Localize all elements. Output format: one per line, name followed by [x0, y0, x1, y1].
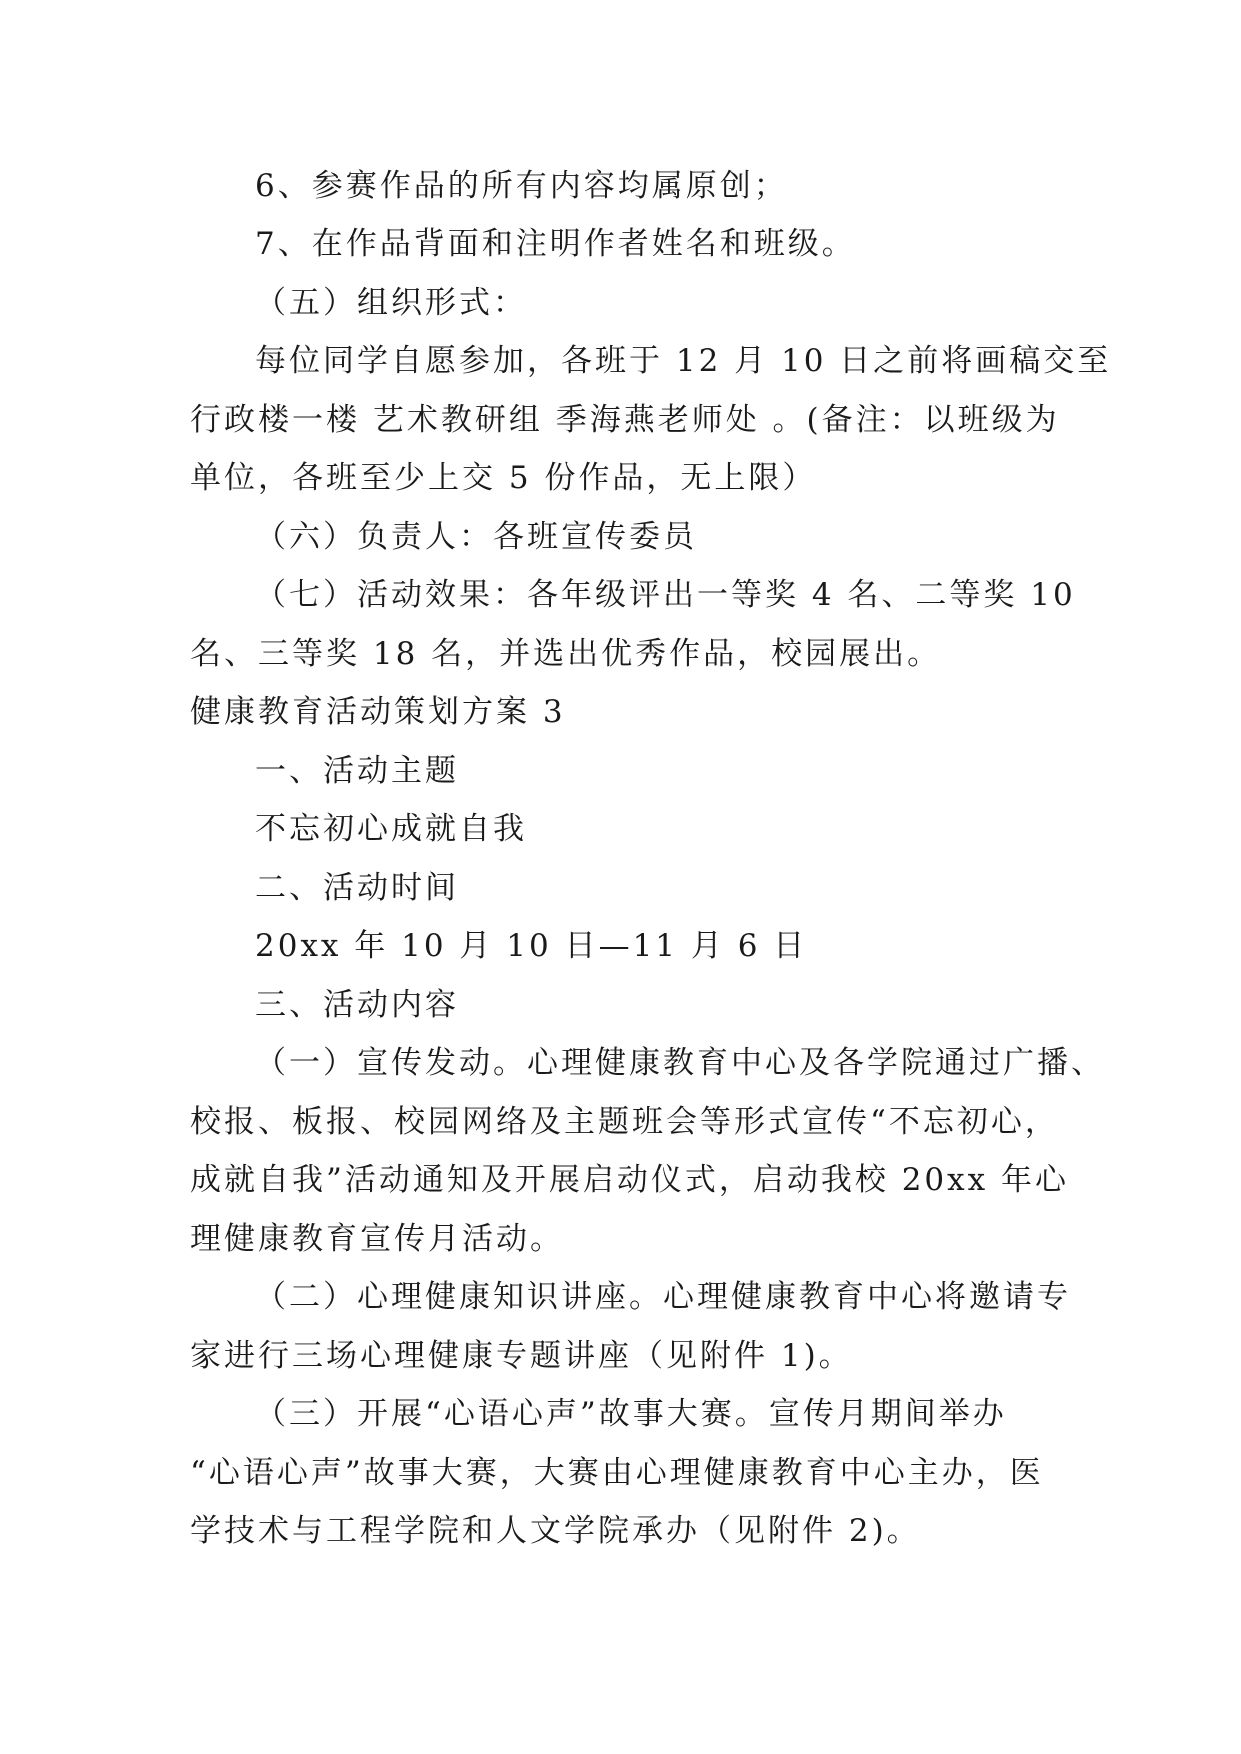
text-line: 理健康教育宣传月活动。 — [190, 1221, 564, 1257]
text-line: 学技术与工程学院和人文学院承办（见附件 2)。 — [190, 1513, 921, 1549]
text-line: 每位同学自愿参加，各班于 12 月 10 日之前将画稿交至 — [255, 343, 1112, 379]
text-line: 6、参赛作品的所有内容均属原创； — [255, 168, 788, 204]
text-line: 校报、板报、校园网络及主题班会等形式宣传“不忘初心， — [190, 1104, 1059, 1140]
section-heading: 三、活动内容 — [255, 987, 459, 1023]
text-line: 不忘初心成就自我 — [255, 811, 527, 847]
text-line: “心语心声”故事大赛，大赛由心理健康教育中心主办，医 — [190, 1455, 1044, 1491]
section-heading: 一、活动主题 — [255, 753, 459, 789]
text-line: 单位，各班至少上交 5 份作品，无上限） — [190, 460, 817, 496]
section-heading: （五）组织形式： — [255, 285, 527, 321]
text-line: 7、在作品背面和注明作者姓名和班级。 — [255, 226, 856, 262]
text-line: 20xx 年 10 月 10 日—11 月 6 日 — [255, 928, 808, 964]
section-heading: （六）负责人：各班宣传委员 — [255, 519, 697, 555]
text-line: （一）宣传发动。心理健康教育中心及各学院通过广播、 — [255, 1045, 1105, 1081]
text-line: （二）心理健康知识讲座。心理健康教育中心将邀请专 — [255, 1279, 1071, 1315]
document-title: 健康教育活动策划方案 3 — [190, 694, 566, 730]
text-line: 成就自我”活动通知及开展启动仪式，启动我校 20xx 年心 — [190, 1162, 1069, 1198]
section-heading: （七）活动效果：各年级评出一等奖 4 名、二等奖 10 — [255, 577, 1076, 613]
text-line: 名、三等奖 18 名，并选出优秀作品，校园展出。 — [190, 636, 942, 672]
text-line: （三）开展“心语心声”故事大赛。宣传月期间举办 — [255, 1396, 1007, 1432]
section-heading: 二、活动时间 — [255, 870, 459, 906]
text-line: 行政楼一楼 艺术教研组 季海燕老师处 。(备注：以班级为 — [190, 402, 1060, 438]
text-line: 家进行三场心理健康专题讲座（见附件 1)。 — [190, 1338, 853, 1374]
